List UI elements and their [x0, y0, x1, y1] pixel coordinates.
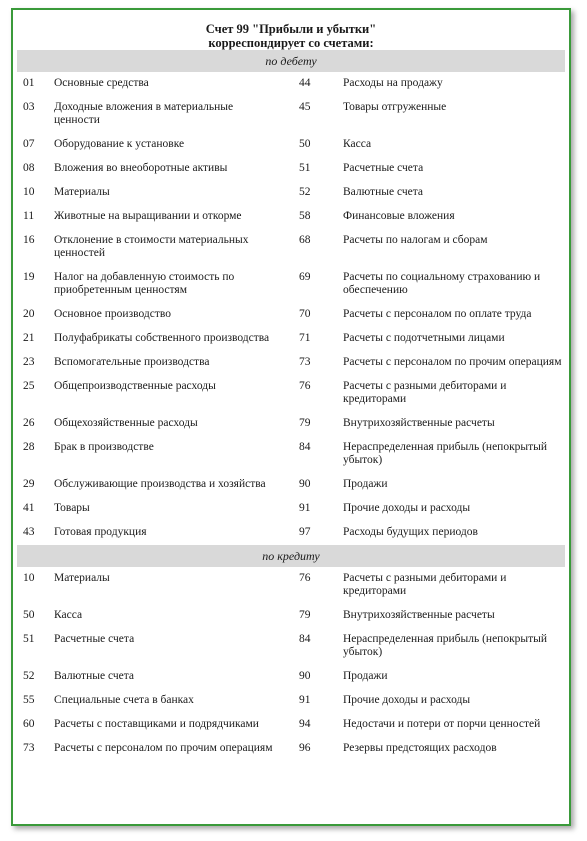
account-code: 26	[23, 417, 35, 429]
account-name: Отклонение в стоимости материальных ценностей	[54, 234, 249, 259]
account-code: 91	[299, 502, 311, 514]
account-code: 68	[299, 234, 311, 246]
table-row	[13, 567, 569, 604]
account-name: Расчеты с персоналом по прочим операциям	[54, 742, 273, 754]
title-line-2: корреспондирует со счетами:	[208, 36, 374, 50]
account-code: 58	[299, 210, 311, 222]
table-row	[13, 375, 569, 412]
table-row	[13, 689, 569, 713]
account-name: Валютные счета	[343, 186, 423, 198]
table-row	[13, 473, 569, 497]
account-code: 70	[299, 308, 311, 320]
account-name: Общехозяйственные расходы	[54, 417, 198, 429]
account-name: Основное производство	[54, 308, 171, 320]
table-row	[13, 628, 569, 665]
account-code: 10	[23, 572, 35, 584]
account-name: Товары отгруженные	[343, 101, 447, 113]
account-code: 90	[299, 478, 311, 490]
account-code: 25	[23, 380, 35, 392]
account-code: 45	[299, 101, 311, 113]
account-name: Расчеты с разными дебиторами и кредиторами	[343, 380, 507, 405]
table-row	[13, 351, 569, 375]
account-name: Материалы	[54, 186, 110, 198]
account-name: Расчеты с поставщиками и подрядчиками	[54, 718, 259, 730]
account-code: 97	[299, 526, 311, 538]
account-name: Валютные счета	[54, 670, 134, 682]
account-name: Резервы предстоящих расходов	[343, 742, 497, 754]
table-row	[13, 303, 569, 327]
account-name: Продажи	[343, 670, 388, 682]
account-name: Товары	[54, 502, 90, 514]
table-row	[13, 133, 569, 157]
account-code: 71	[299, 332, 311, 344]
table-row	[13, 327, 569, 351]
account-code: 94	[299, 718, 311, 730]
table-row	[13, 665, 569, 689]
account-code: 73	[299, 356, 311, 368]
table-row	[13, 205, 569, 229]
account-code: 20	[23, 308, 35, 320]
table-row	[13, 72, 569, 96]
account-code: 19	[23, 271, 35, 283]
account-code: 91	[299, 694, 311, 706]
account-name: Прочие доходы и расходы	[343, 694, 471, 706]
account-name: Специальные счета в банках	[54, 694, 194, 706]
account-code: 76	[299, 380, 311, 392]
account-code: 50	[23, 609, 35, 621]
account-code: 69	[299, 271, 311, 283]
account-name: Расходы будущих периодов	[343, 526, 478, 538]
account-name: Нераспределенная прибыль (непокрытый убыток)	[343, 441, 548, 466]
account-name: Животные на выращивании и откорме	[54, 210, 242, 222]
account-code: 29	[23, 478, 35, 490]
account-name: Оборудование к установке	[54, 138, 185, 150]
account-code: 21	[23, 332, 35, 344]
account-name: Общепроизводственные расходы	[54, 380, 216, 392]
account-code: 11	[23, 210, 35, 222]
account-code: 08	[23, 162, 35, 174]
account-code: 52	[23, 670, 35, 682]
account-name: Налог на добавленную стоимость по приобретенным ценностям	[54, 271, 235, 296]
account-name: Внутрихозяйственные расчеты	[343, 609, 495, 621]
account-name: Материалы	[54, 572, 110, 584]
table-row	[13, 181, 569, 205]
account-name: Касса	[343, 138, 372, 150]
account-name: Расходы на продажу	[343, 77, 443, 89]
account-code: 60	[23, 718, 35, 730]
account-name: Внутрихозяйственные расчеты	[343, 417, 495, 429]
account-name: Основные средства	[54, 77, 149, 89]
account-code: 01	[23, 77, 35, 89]
account-code: 55	[23, 694, 35, 706]
account-code: 51	[23, 633, 35, 645]
account-name: Расчетные счета	[54, 633, 135, 645]
table-row	[13, 521, 569, 545]
account-name: Нераспределенная прибыль (непокрытый убыток)	[343, 633, 548, 658]
account-code: 44	[299, 77, 311, 89]
account-code: 41	[23, 502, 35, 514]
account-code: 84	[299, 633, 311, 645]
account-code: 28	[23, 441, 35, 453]
table-row	[13, 604, 569, 628]
table-row	[13, 737, 569, 761]
account-code: 50	[299, 138, 311, 150]
account-code: 16	[23, 234, 35, 246]
account-code: 23	[23, 356, 35, 368]
account-code: 73	[23, 742, 35, 754]
account-code: 79	[299, 609, 311, 621]
table-row	[13, 436, 569, 473]
account-code: 96	[299, 742, 311, 754]
account-code: 79	[299, 417, 311, 429]
account-name: Расчеты с подотчетными лицами	[343, 332, 505, 344]
account-name: Расчеты с персоналом по прочим операциям	[343, 356, 562, 368]
table-row	[13, 266, 569, 303]
account-name: Финансовые вложения	[343, 210, 455, 222]
account-name: Готовая продукция	[54, 526, 147, 538]
account-name: Касса	[54, 609, 83, 621]
account-name: Расчеты по социальному страхованию и обеспечению	[343, 271, 541, 296]
table-row	[13, 713, 569, 737]
account-code: 07	[23, 138, 35, 150]
title-line-1: Счет 99 "Прибыли и убытки"	[205, 22, 377, 36]
table-row	[13, 229, 569, 266]
account-code: 03	[23, 101, 35, 113]
account-code: 52	[299, 186, 311, 198]
account-code: 10	[23, 186, 35, 198]
table-row	[13, 412, 569, 436]
table-row	[13, 497, 569, 521]
account-name: Вспомогательные производства	[54, 356, 210, 368]
account-code: 84	[299, 441, 311, 453]
table-row	[13, 96, 569, 133]
section-header: по кредиту	[17, 545, 565, 567]
table-row	[13, 157, 569, 181]
account-name: Расчеты по налогам и сборам	[343, 234, 488, 246]
account-name: Недостачи и потери от порчи ценностей	[343, 718, 541, 730]
sections-container	[13, 50, 569, 761]
account-name: Расчеты с персоналом по оплате труда	[343, 308, 532, 320]
account-code: 43	[23, 526, 35, 538]
accounts-table	[13, 567, 569, 761]
accounts-table	[13, 72, 569, 545]
account-name: Продажи	[343, 478, 388, 490]
account-name: Доходные вложения в материальные ценности	[54, 101, 234, 126]
document-title	[13, 10, 569, 50]
account-name: Вложения во внеоборотные активы	[54, 162, 228, 174]
section-header: по дебету	[17, 50, 565, 72]
account-code: 90	[299, 670, 311, 682]
document-frame	[11, 8, 571, 826]
account-name: Обслуживающие производства и хозяйства	[54, 478, 266, 490]
account-code: 76	[299, 572, 311, 584]
account-name: Полуфабрикаты собственного производства	[54, 332, 270, 344]
account-name: Расчеты с разными дебиторами и кредиторами	[343, 572, 507, 597]
account-name: Прочие доходы и расходы	[343, 502, 471, 514]
account-name: Брак в производстве	[54, 441, 154, 453]
account-name: Расчетные счета	[343, 162, 424, 174]
account-code: 51	[299, 162, 311, 174]
